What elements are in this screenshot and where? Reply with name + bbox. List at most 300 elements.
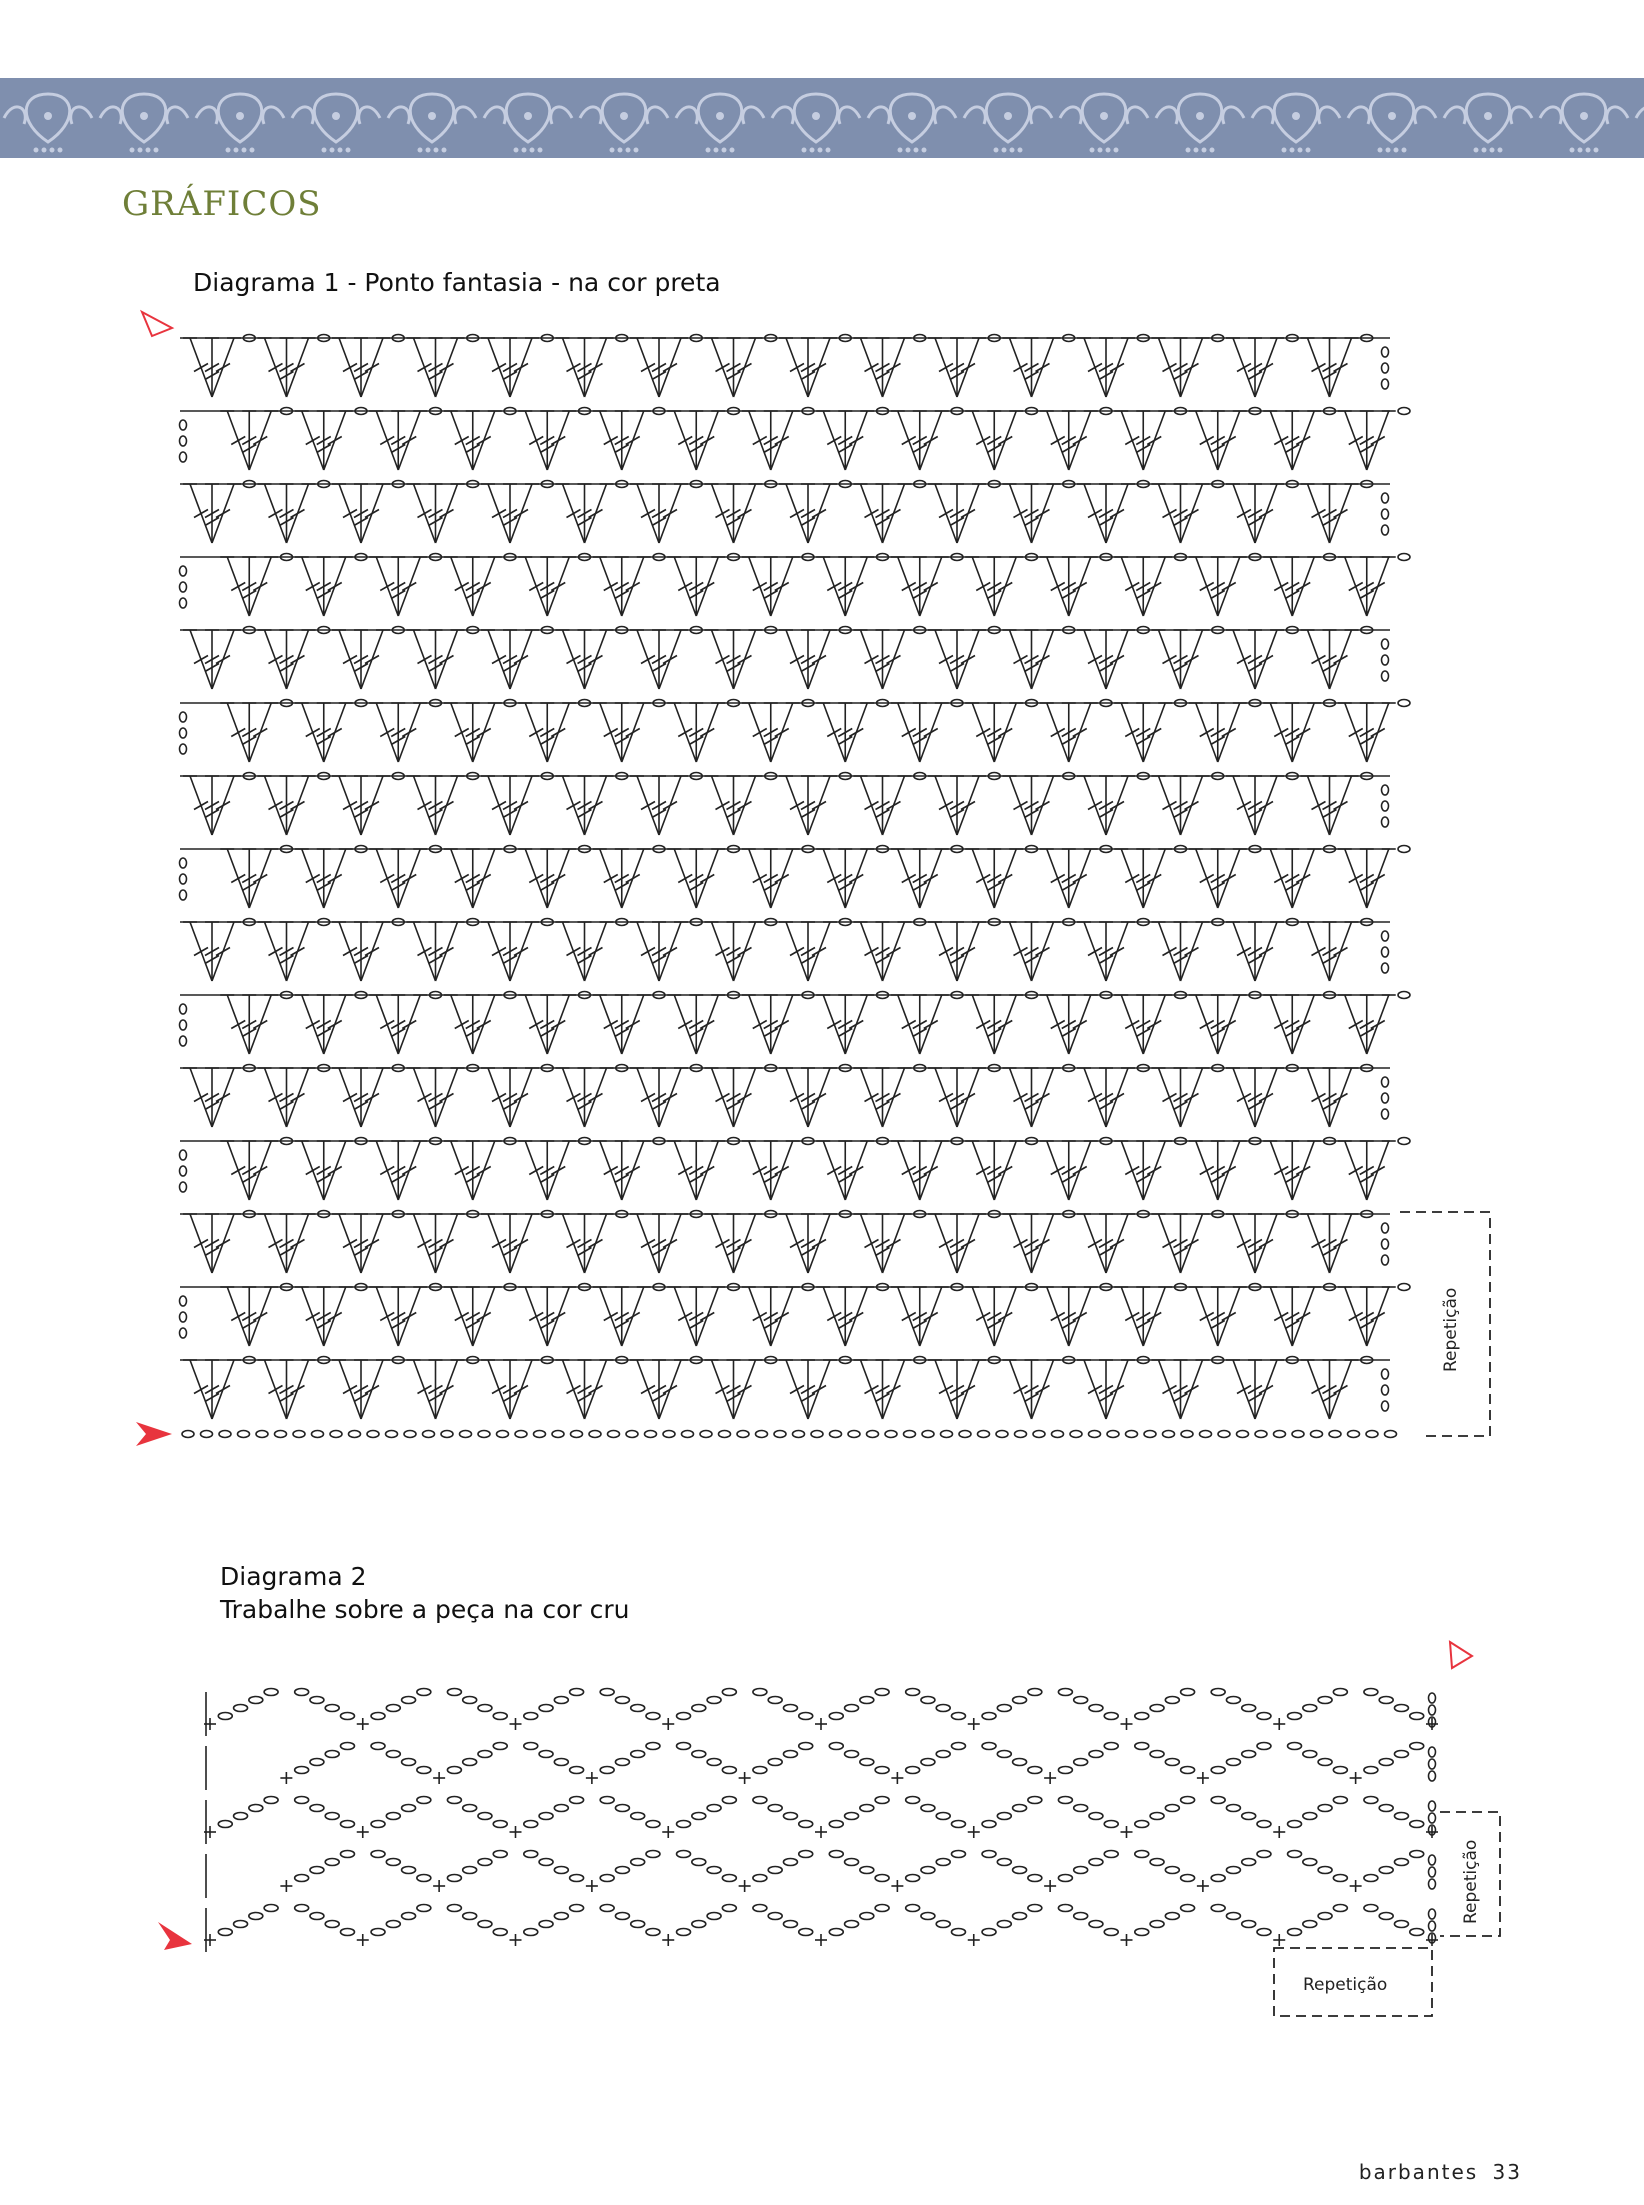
chain-stitch	[951, 1851, 965, 1858]
chain-stitch	[264, 1689, 278, 1696]
chain-stitch	[997, 1751, 1011, 1758]
repeat-label: Repetição	[1441, 1287, 1461, 1372]
chain-stitch	[1058, 1905, 1072, 1912]
chain-stitch	[829, 1929, 843, 1936]
chain-stitch	[1211, 1767, 1225, 1774]
chain-stitch	[799, 1929, 813, 1936]
chain-stitch	[447, 1905, 461, 1912]
chain-stitch	[1074, 1805, 1088, 1812]
chain-stitch	[768, 1913, 782, 1920]
diagram1-caption: Diagrama 1 - Ponto fantasia - na cor preta	[193, 268, 721, 297]
chain-stitch	[1333, 1767, 1347, 1774]
chain-stitch	[539, 1751, 553, 1758]
turning-chain	[1429, 1921, 1436, 1931]
chain-stitch	[478, 1751, 492, 1758]
chain-stitch	[402, 1759, 416, 1766]
chain-stitch	[234, 1705, 248, 1712]
chain-stitch	[845, 1859, 859, 1866]
chain-stitch	[234, 1921, 248, 1928]
chain-stitch	[1364, 1797, 1378, 1804]
chain-stitch	[936, 1921, 950, 1928]
chain-stitch	[447, 1797, 461, 1804]
chain-stitch	[1257, 1929, 1271, 1936]
chain-stitch	[524, 1929, 538, 1936]
chain-stitch	[799, 1713, 813, 1720]
chain-stitch	[1028, 1767, 1042, 1774]
chain-stitch	[615, 1697, 629, 1704]
chain-stitch	[860, 1805, 874, 1812]
chain-stitch	[1211, 1905, 1225, 1912]
start-arrow	[158, 1922, 192, 1950]
chain-stitch	[386, 1921, 400, 1928]
chain-stitch	[768, 1867, 782, 1874]
page-footer	[1353, 2160, 1522, 2184]
chain-stitch	[554, 1759, 568, 1766]
chain-stitch	[1333, 1905, 1347, 1912]
chain-stitch	[1257, 1713, 1271, 1720]
chain-stitch	[1165, 1697, 1179, 1704]
chain-stitch	[768, 1697, 782, 1704]
chain-stitch	[1089, 1859, 1103, 1866]
chain-stitch	[340, 1851, 354, 1858]
chain-stitch	[692, 1921, 706, 1928]
chain-stitch	[218, 1929, 232, 1936]
chain-stitch	[1150, 1751, 1164, 1758]
chain-stitch	[417, 1905, 431, 1912]
chain-stitch	[753, 1875, 767, 1882]
end-arrow	[1450, 1642, 1472, 1668]
chain-stitch	[371, 1743, 385, 1750]
chain-stitch	[1379, 1867, 1393, 1874]
chain-stitch	[295, 1767, 309, 1774]
chain-stitch	[295, 1905, 309, 1912]
chain-stitch	[783, 1813, 797, 1820]
chain-stitch	[1288, 1851, 1302, 1858]
chain-stitch	[1135, 1929, 1149, 1936]
chain-stitch	[860, 1759, 874, 1766]
chain-stitch	[1333, 1875, 1347, 1882]
chain-stitch	[371, 1851, 385, 1858]
chain-stitch	[707, 1913, 721, 1920]
chain-stitch	[554, 1913, 568, 1920]
chain-stitch	[692, 1859, 706, 1866]
chain-stitch	[1379, 1805, 1393, 1812]
chain-stitch	[631, 1751, 645, 1758]
chain-stitch	[1089, 1921, 1103, 1928]
chain-stitch	[677, 1929, 691, 1936]
turning-chain	[1429, 1855, 1436, 1865]
chain-stitch	[646, 1743, 660, 1750]
chain-stitch	[600, 1767, 614, 1774]
chain-stitch	[1135, 1743, 1149, 1750]
diagram2-row	[204, 1689, 1438, 1737]
chain-stitch	[1089, 1751, 1103, 1758]
chain-stitch	[1013, 1913, 1027, 1920]
chain-stitch	[829, 1743, 843, 1750]
diagram2-instructions: Trabalhe sobre a peça na cor cru	[220, 1595, 630, 1624]
chain-stitch	[677, 1851, 691, 1858]
chain-stitch	[1226, 1867, 1240, 1874]
chain-stitch	[1150, 1921, 1164, 1928]
chain-stitch	[325, 1813, 339, 1820]
chain-stitch	[1104, 1743, 1118, 1750]
chain-stitch	[310, 1697, 324, 1704]
chain-stitch	[1211, 1689, 1225, 1696]
chain-stitch	[1028, 1875, 1042, 1882]
chain-stitch	[921, 1913, 935, 1920]
chain-stitch	[1379, 1697, 1393, 1704]
chain-stitch	[951, 1821, 965, 1828]
chain-stitch	[982, 1851, 996, 1858]
chain-stitch	[1394, 1813, 1408, 1820]
chain-stitch	[1150, 1859, 1164, 1866]
chain-stitch	[570, 1875, 584, 1882]
chain-stitch	[936, 1813, 950, 1820]
turning-chain	[1429, 1909, 1436, 1919]
chain-stitch	[1394, 1921, 1408, 1928]
chain-stitch	[722, 1905, 736, 1912]
chain-stitch	[921, 1867, 935, 1874]
chain-stitch	[1104, 1851, 1118, 1858]
chain-stitch	[570, 1767, 584, 1774]
chain-stitch	[707, 1759, 721, 1766]
turning-chain	[1429, 1867, 1436, 1877]
page-number: 33	[1492, 2160, 1522, 2184]
diagram2-caption: Diagrama 2	[220, 1562, 367, 1591]
chain-stitch	[218, 1713, 232, 1720]
chain-stitch	[799, 1743, 813, 1750]
chain-stitch	[982, 1743, 996, 1750]
chain-stitch	[921, 1805, 935, 1812]
chain-stitch	[1410, 1713, 1424, 1720]
chain-stitch	[799, 1851, 813, 1858]
chain-stitch	[1226, 1913, 1240, 1920]
chain-stitch	[768, 1759, 782, 1766]
chain-stitch	[1013, 1867, 1027, 1874]
repeat-label-side: Repetição	[1461, 1839, 1481, 1924]
chain-stitch	[1410, 1851, 1424, 1858]
chain-stitch	[1364, 1767, 1378, 1774]
chain-stitch	[524, 1713, 538, 1720]
chain-stitch	[417, 1797, 431, 1804]
chain-stitch	[921, 1759, 935, 1766]
turning-chain	[1429, 1801, 1436, 1811]
chain-stitch	[829, 1713, 843, 1720]
chain-stitch	[631, 1813, 645, 1820]
chain-stitch	[1226, 1759, 1240, 1766]
chain-stitch	[554, 1805, 568, 1812]
chain-stitch	[1303, 1813, 1317, 1820]
chain-stitch	[936, 1751, 950, 1758]
chain-stitch	[1211, 1875, 1225, 1882]
chain-stitch	[600, 1905, 614, 1912]
chain-stitch	[371, 1821, 385, 1828]
chain-stitch	[600, 1797, 614, 1804]
chain-stitch	[631, 1859, 645, 1866]
chain-stitch	[936, 1705, 950, 1712]
chain-stitch	[753, 1767, 767, 1774]
chain-stitch	[1181, 1797, 1195, 1804]
chain-stitch	[906, 1875, 920, 1882]
chain-stitch	[783, 1705, 797, 1712]
chain-stitch	[875, 1905, 889, 1912]
chain-stitch	[997, 1859, 1011, 1866]
chain-stitch	[860, 1697, 874, 1704]
chain-stitch	[1394, 1751, 1408, 1758]
chain-stitch	[615, 1913, 629, 1920]
chain-stitch	[615, 1759, 629, 1766]
chain-stitch	[325, 1751, 339, 1758]
chain-stitch	[783, 1751, 797, 1758]
chain-stitch	[1074, 1867, 1088, 1874]
chain-stitch	[600, 1875, 614, 1882]
chain-stitch	[386, 1813, 400, 1820]
chain-stitch	[951, 1929, 965, 1936]
chain-stitch	[1074, 1697, 1088, 1704]
chain-stitch	[1150, 1705, 1164, 1712]
chain-stitch	[646, 1929, 660, 1936]
chain-stitch	[875, 1797, 889, 1804]
turning-chain	[1429, 1759, 1436, 1769]
chain-stitch	[1058, 1767, 1072, 1774]
turning-chain	[1429, 1747, 1436, 1757]
chain-stitch	[1058, 1875, 1072, 1882]
chain-stitch	[615, 1805, 629, 1812]
chain-stitch	[325, 1921, 339, 1928]
chain-stitch	[1165, 1867, 1179, 1874]
chain-stitch	[1364, 1689, 1378, 1696]
chain-stitch	[340, 1743, 354, 1750]
chain-stitch	[478, 1859, 492, 1866]
chain-stitch	[1211, 1797, 1225, 1804]
chain-stitch	[463, 1805, 477, 1812]
chain-stitch	[371, 1929, 385, 1936]
chain-stitch	[417, 1767, 431, 1774]
chain-stitch	[722, 1797, 736, 1804]
chain-stitch	[249, 1805, 263, 1812]
chain-stitch	[340, 1713, 354, 1720]
chain-stitch	[1303, 1751, 1317, 1758]
chain-stitch	[860, 1913, 874, 1920]
chain-stitch	[539, 1921, 553, 1928]
chain-stitch	[570, 1905, 584, 1912]
chain-stitch	[1135, 1713, 1149, 1720]
diagram2-row	[206, 1743, 1436, 1791]
chain-stitch	[478, 1705, 492, 1712]
repeat-label-bottom: Repetição	[1303, 1975, 1388, 1995]
section-title: GRÁFICOS	[122, 184, 322, 224]
chain-stitch	[1257, 1821, 1271, 1828]
chain-stitch	[951, 1743, 965, 1750]
chain-stitch	[1013, 1805, 1027, 1812]
chain-stitch	[707, 1697, 721, 1704]
chain-stitch	[692, 1705, 706, 1712]
chain-stitch	[845, 1921, 859, 1928]
chain-stitch	[1181, 1905, 1195, 1912]
chain-stitch	[753, 1797, 767, 1804]
chain-stitch	[997, 1921, 1011, 1928]
chain-stitch	[1410, 1929, 1424, 1936]
chain-stitch	[692, 1751, 706, 1758]
diagram2-row	[204, 1905, 1438, 1953]
chain-stitch	[1364, 1905, 1378, 1912]
chain-stitch	[646, 1851, 660, 1858]
chain-stitch	[1181, 1767, 1195, 1774]
chain-stitch	[692, 1813, 706, 1820]
chain-stitch	[1318, 1913, 1332, 1920]
chain-stitch	[402, 1697, 416, 1704]
chain-stitch	[1303, 1859, 1317, 1866]
chain-stitch	[1288, 1929, 1302, 1936]
chain-stitch	[1288, 1821, 1302, 1828]
turning-chain	[1429, 1771, 1436, 1781]
chain-stitch	[677, 1743, 691, 1750]
chain-stitch	[1181, 1689, 1195, 1696]
chain-stitch	[997, 1813, 1011, 1820]
chain-stitch	[722, 1767, 736, 1774]
diagram2-row	[206, 1851, 1436, 1899]
chain-stitch	[1303, 1921, 1317, 1928]
chain-stitch	[371, 1713, 385, 1720]
chain-stitch	[1242, 1921, 1256, 1928]
chain-stitch	[860, 1867, 874, 1874]
chain-stitch	[463, 1913, 477, 1920]
chain-stitch	[1028, 1797, 1042, 1804]
turning-chain	[1429, 1813, 1436, 1823]
chain-stitch	[768, 1805, 782, 1812]
chain-stitch	[1242, 1705, 1256, 1712]
chain-stitch	[295, 1875, 309, 1882]
chain-stitch	[447, 1875, 461, 1882]
chain-stitch	[493, 1821, 507, 1828]
chain-stitch	[554, 1867, 568, 1874]
chain-stitch	[402, 1805, 416, 1812]
chain-stitch	[982, 1929, 996, 1936]
chain-stitch	[1257, 1743, 1271, 1750]
chain-stitch	[1379, 1913, 1393, 1920]
chain-stitch	[1318, 1697, 1332, 1704]
chain-stitch	[783, 1921, 797, 1928]
chain-stitch	[1333, 1797, 1347, 1804]
chain-stitch	[493, 1929, 507, 1936]
chain-stitch	[295, 1797, 309, 1804]
chain-stitch	[570, 1797, 584, 1804]
chain-stitch	[875, 1767, 889, 1774]
chain-stitch	[264, 1905, 278, 1912]
chain-stitch	[1165, 1913, 1179, 1920]
chain-stitch	[1013, 1697, 1027, 1704]
chain-stitch	[1074, 1759, 1088, 1766]
chain-stitch	[539, 1813, 553, 1820]
chain-stitch	[982, 1821, 996, 1828]
chain-stitch	[264, 1797, 278, 1804]
chain-stitch	[1242, 1813, 1256, 1820]
chain-stitch	[646, 1713, 660, 1720]
chain-stitch	[677, 1821, 691, 1828]
chain-stitch	[615, 1867, 629, 1874]
chain-stitch	[1410, 1743, 1424, 1750]
chain-stitch	[386, 1705, 400, 1712]
chain-stitch	[570, 1689, 584, 1696]
chain-stitch	[1135, 1851, 1149, 1858]
chain-stitch	[249, 1697, 263, 1704]
chain-stitch	[1028, 1905, 1042, 1912]
chain-stitch	[1104, 1929, 1118, 1936]
chain-stitch	[310, 1759, 324, 1766]
chain-stitch	[1028, 1689, 1042, 1696]
chain-stitch	[417, 1689, 431, 1696]
chain-stitch	[982, 1713, 996, 1720]
chain-stitch	[539, 1859, 553, 1866]
chain-stitch	[1181, 1875, 1195, 1882]
chain-stitch	[1288, 1743, 1302, 1750]
chain-stitch	[1013, 1759, 1027, 1766]
chain-stitch	[340, 1929, 354, 1936]
chain-stitch	[997, 1705, 1011, 1712]
chain-stitch	[325, 1859, 339, 1866]
chain-stitch	[524, 1821, 538, 1828]
chain-stitch	[417, 1875, 431, 1882]
chain-stitch	[631, 1921, 645, 1928]
chain-stitch	[1394, 1859, 1408, 1866]
chain-stitch	[1165, 1759, 1179, 1766]
chain-stitch	[1318, 1867, 1332, 1874]
chain-stitch	[402, 1867, 416, 1874]
chain-stitch	[402, 1913, 416, 1920]
chain-stitch	[493, 1851, 507, 1858]
chain-stitch	[218, 1821, 232, 1828]
chain-stitch	[1058, 1689, 1072, 1696]
chain-stitch	[447, 1767, 461, 1774]
chain-stitch	[906, 1767, 920, 1774]
chain-stitch	[463, 1759, 477, 1766]
chain-stitch	[845, 1751, 859, 1758]
chain-stitch	[1104, 1713, 1118, 1720]
chain-stitch	[799, 1821, 813, 1828]
chain-stitch	[1104, 1821, 1118, 1828]
chain-stitch	[249, 1913, 263, 1920]
chain-stitch	[829, 1821, 843, 1828]
chain-stitch	[1150, 1813, 1164, 1820]
chain-stitch	[875, 1875, 889, 1882]
chain-stitch	[386, 1751, 400, 1758]
chain-stitch	[600, 1689, 614, 1696]
chain-stitch	[1410, 1821, 1424, 1828]
chain-stitch	[310, 1867, 324, 1874]
chain-stitch	[829, 1851, 843, 1858]
chain-stitch	[310, 1913, 324, 1920]
chain-stitch	[646, 1821, 660, 1828]
chain-stitch	[906, 1797, 920, 1804]
chain-stitch	[493, 1743, 507, 1750]
chain-stitch	[707, 1867, 721, 1874]
chain-stitch	[463, 1867, 477, 1874]
turning-chain	[1429, 1705, 1436, 1715]
chain-stitch	[295, 1689, 309, 1696]
chain-stitch	[1089, 1813, 1103, 1820]
chain-stitch	[845, 1813, 859, 1820]
chain-stitch	[340, 1821, 354, 1828]
book-name: barbantes	[1358, 2160, 1479, 2184]
chain-stitch	[631, 1705, 645, 1712]
chain-stitch	[478, 1921, 492, 1928]
chain-stitch	[524, 1851, 538, 1858]
chain-stitch	[845, 1705, 859, 1712]
chain-stitch	[1058, 1797, 1072, 1804]
turning-chain	[1429, 1693, 1436, 1703]
chain-stitch	[951, 1713, 965, 1720]
chain-stitch	[310, 1805, 324, 1812]
